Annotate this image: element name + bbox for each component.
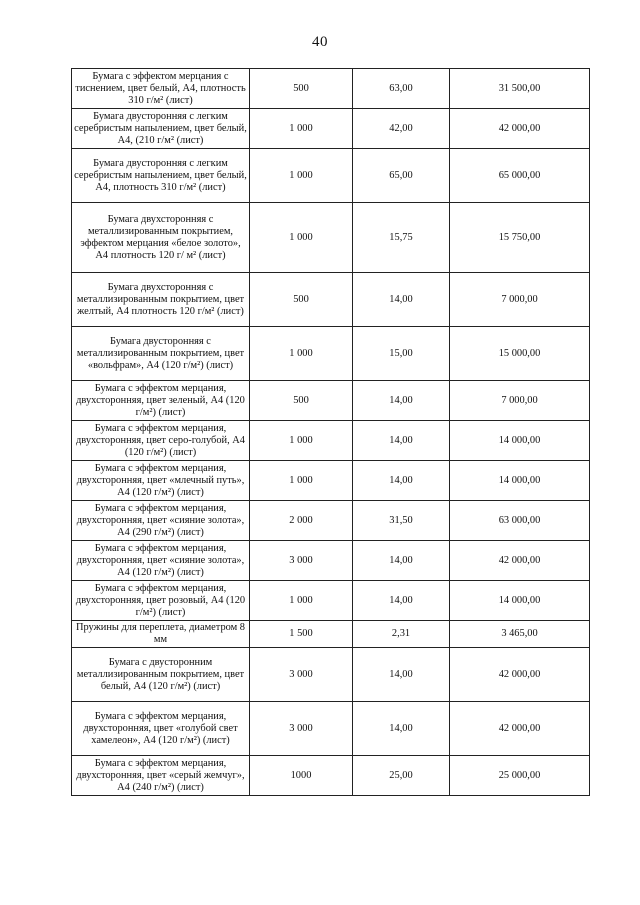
quantity-cell: 1 000 bbox=[250, 149, 353, 203]
sum-cell: 31 500,00 bbox=[450, 69, 590, 109]
item-name-cell: Бумага с двусторонним металлизированным покрытием, цвет белый, А4 (120 г/м²) (лист) bbox=[72, 648, 250, 702]
item-name-cell: Бумага с эффектом мерцания, двухсторонняя, цвет розовый, А4 (120 г/м²) (лист) bbox=[72, 581, 250, 621]
table-row bbox=[72, 69, 590, 109]
item-name-cell: Бумага с эффектом мерцания, двухсторонняя, цвет «голубой свет хамелеон», А4 (120 г/м²) (лист) bbox=[72, 702, 250, 756]
sum-cell: 7 000,00 bbox=[450, 273, 590, 327]
quantity-cell: 1 000 bbox=[250, 581, 353, 621]
table-row bbox=[72, 702, 590, 756]
item-name-cell: Бумага двусторонняя с легким серебристым напылением, цвет белый, А4, плотность 310 г/м² (лист) bbox=[72, 149, 250, 203]
unit-price-cell: 15,75 bbox=[353, 203, 450, 273]
quantity-cell: 500 bbox=[250, 273, 353, 327]
unit-price-cell: 14,00 bbox=[353, 381, 450, 421]
item-name-cell: Бумага двухсторонняя с металлизированным покрытием, эффектом мерцания «белое золото», А4 плотность 120 г/ м² (лист) bbox=[72, 203, 250, 273]
sum-cell: 3 465,00 bbox=[450, 621, 590, 648]
quantity-cell: 3 000 bbox=[250, 541, 353, 581]
item-name-cell: Бумага с эффектом мерцания с тиснением, цвет белый, А4, плотность 310 г/м² (лист) bbox=[72, 69, 250, 109]
unit-price-cell: 14,00 bbox=[353, 702, 450, 756]
table-row bbox=[72, 648, 590, 702]
quantity-cell: 3 000 bbox=[250, 702, 353, 756]
unit-price-cell: 14,00 bbox=[353, 648, 450, 702]
item-name-cell: Бумага с эффектом мерцания, двухсторонняя, цвет зеленый, А4 (120 г/м²) (лист) bbox=[72, 381, 250, 421]
unit-price-cell: 14,00 bbox=[353, 421, 450, 461]
unit-price-cell: 65,00 bbox=[353, 149, 450, 203]
quantity-cell: 3 000 bbox=[250, 648, 353, 702]
unit-price-cell: 31,50 bbox=[353, 501, 450, 541]
item-name-cell: Бумага с эффектом мерцания, двухсторонняя, цвет «млечный путь», А4 (120 г/м²) (лист) bbox=[72, 461, 250, 501]
unit-price-cell: 63,00 bbox=[353, 69, 450, 109]
table-row bbox=[72, 461, 590, 501]
unit-price-cell: 42,00 bbox=[353, 109, 450, 149]
table-row bbox=[72, 421, 590, 461]
quantity-cell: 1 000 bbox=[250, 203, 353, 273]
table-row bbox=[72, 109, 590, 149]
items-table-body bbox=[72, 69, 590, 796]
sum-cell: 42 000,00 bbox=[450, 541, 590, 581]
sum-cell: 42 000,00 bbox=[450, 702, 590, 756]
sum-cell: 14 000,00 bbox=[450, 581, 590, 621]
items-table bbox=[71, 68, 590, 796]
item-name-cell: Пружины для переплета, диаметром 8 мм bbox=[72, 621, 250, 648]
table-row bbox=[72, 581, 590, 621]
item-name-cell: Бумага двусторонняя с легким серебристым напылением, цвет белый, А4, (210 г/м² (лист) bbox=[72, 109, 250, 149]
table-row bbox=[72, 327, 590, 381]
unit-price-cell: 15,00 bbox=[353, 327, 450, 381]
quantity-cell: 1000 bbox=[250, 756, 353, 796]
item-name-cell: Бумага двухсторонняя с металлизированным покрытием, цвет желтый, А4 плотность 120 г/м² (лист) bbox=[72, 273, 250, 327]
table-row bbox=[72, 203, 590, 273]
sum-cell: 65 000,00 bbox=[450, 149, 590, 203]
quantity-cell: 500 bbox=[250, 381, 353, 421]
unit-price-cell: 14,00 bbox=[353, 461, 450, 501]
item-name-cell: Бумага с эффектом мерцания, двухсторонняя, цвет «сияние золота», А4 (120 г/м²) (лист) bbox=[72, 541, 250, 581]
quantity-cell: 1 500 bbox=[250, 621, 353, 648]
item-name-cell: Бумага с эффектом мерцания, двухсторонняя, цвет «серый жемчуг», А4 (240 г/м²) (лист) bbox=[72, 756, 250, 796]
sum-cell: 42 000,00 bbox=[450, 109, 590, 149]
sum-cell: 25 000,00 bbox=[450, 756, 590, 796]
table-row bbox=[72, 756, 590, 796]
sum-cell: 14 000,00 bbox=[450, 461, 590, 501]
sum-cell: 15 000,00 bbox=[450, 327, 590, 381]
quantity-cell: 500 bbox=[250, 69, 353, 109]
quantity-cell: 1 000 bbox=[250, 421, 353, 461]
quantity-cell: 1 000 bbox=[250, 461, 353, 501]
sum-cell: 7 000,00 bbox=[450, 381, 590, 421]
page-number: 40 bbox=[312, 34, 328, 50]
unit-price-cell: 2,31 bbox=[353, 621, 450, 648]
table-row bbox=[72, 149, 590, 203]
table-row bbox=[72, 501, 590, 541]
sum-cell: 15 750,00 bbox=[450, 203, 590, 273]
unit-price-cell: 25,00 bbox=[353, 756, 450, 796]
quantity-cell: 1 000 bbox=[250, 109, 353, 149]
unit-price-cell: 14,00 bbox=[353, 581, 450, 621]
unit-price-cell: 14,00 bbox=[353, 273, 450, 327]
sum-cell: 63 000,00 bbox=[450, 501, 590, 541]
sum-cell: 42 000,00 bbox=[450, 648, 590, 702]
table-row bbox=[72, 541, 590, 581]
item-name-cell: Бумага с эффектом мерцания, двухсторонняя, цвет «сияние золота», А4 (290 г/м²) (лист) bbox=[72, 501, 250, 541]
sum-cell: 14 000,00 bbox=[450, 421, 590, 461]
item-name-cell: Бумага двусторонняя с металлизированным покрытием, цвет «вольфрам», А4 (120 г/м²) (лист) bbox=[72, 327, 250, 381]
table-row bbox=[72, 381, 590, 421]
quantity-cell: 1 000 bbox=[250, 327, 353, 381]
table-row bbox=[72, 621, 590, 648]
unit-price-cell: 14,00 bbox=[353, 541, 450, 581]
table-row bbox=[72, 273, 590, 327]
item-name-cell: Бумага с эффектом мерцания, двухсторонняя, цвет серо-голубой, А4 (120 г/м²) (лист) bbox=[72, 421, 250, 461]
quantity-cell: 2 000 bbox=[250, 501, 353, 541]
